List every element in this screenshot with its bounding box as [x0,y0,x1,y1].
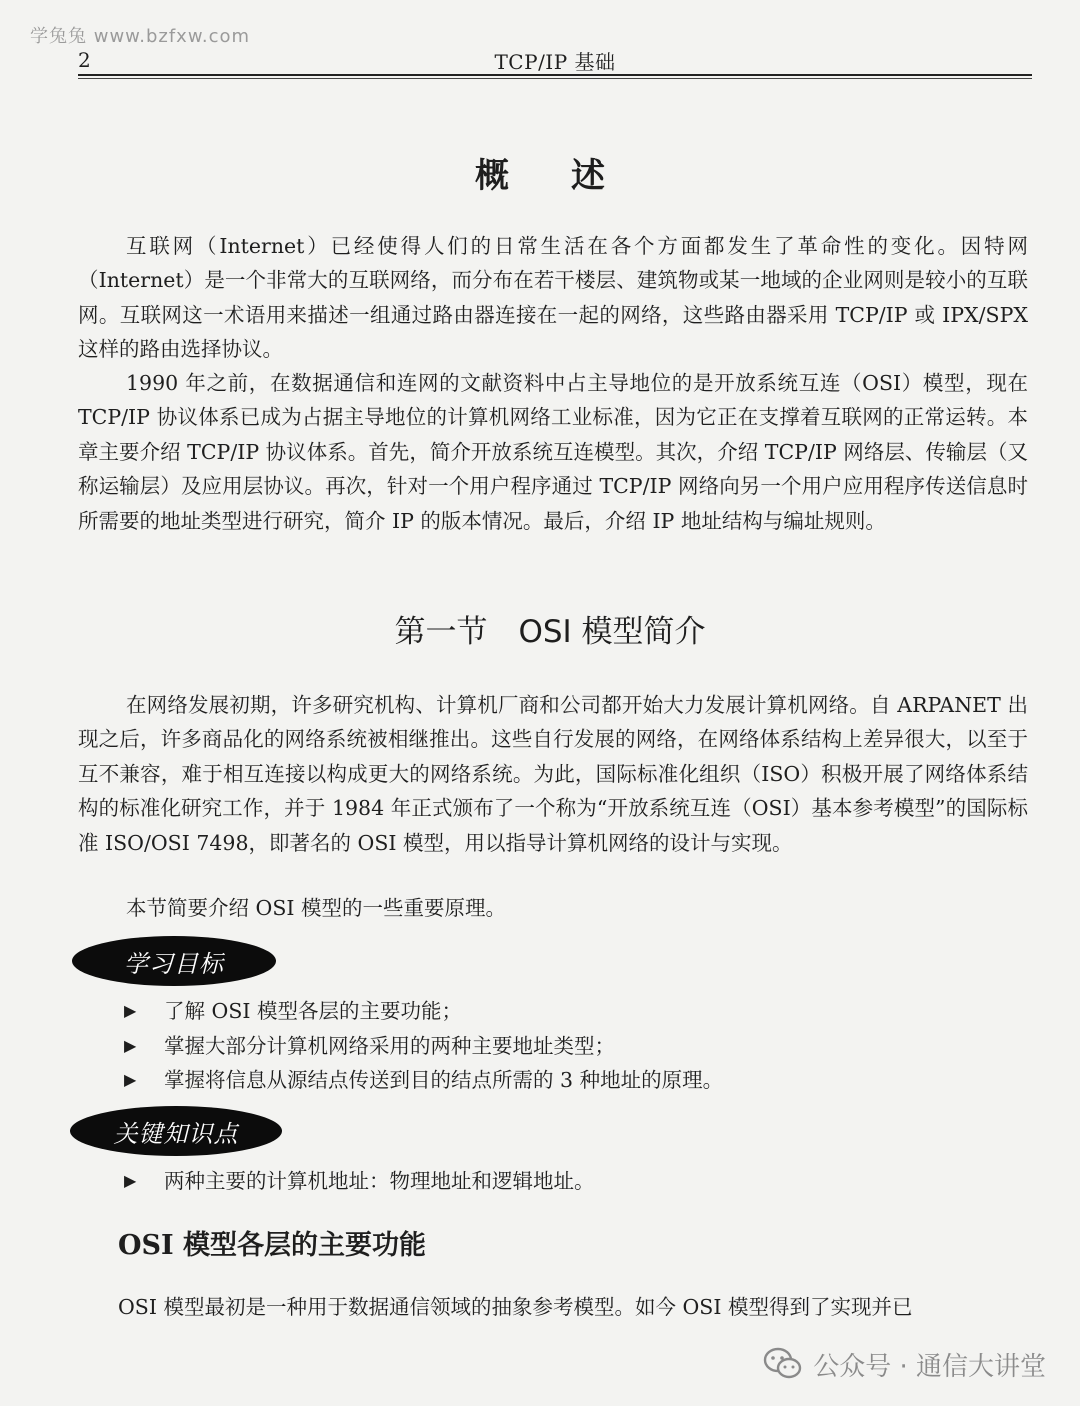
triangle-bullet-icon: ▶ [124,1171,137,1190]
list-item-text: 掌握将信息从源结点传送到目的结点所需的 3 种地址的原理。 [164,1068,724,1092]
page-header [78,46,1032,74]
wechat-icon [763,1347,803,1381]
subsection-title: OSI 模型各层的主要功能 [118,1230,427,1261]
subsection-paragraph: OSI 模型最初是一种用于数据通信领域的抽象参考模型。如今 OSI 模型得到了实现并已 [118,1295,913,1319]
intro-paragraph-2: 1990 年之前，在数据通信和连网的文献资料中占主导地位的是开放系统互连（OSI）模型，现在 TCP/IP 协议体系已成为占据主导地位的计算机网络工业标准，因为它正在支撑着互联网的正常运转。本章主要介绍 TCP/IP 协议体系。首先，简介开放系统互连模型。其次，介绍 TCP/IP 网络层、传输层（又称运输层）及应用层协议。再次，针对一个用户程序通过 TCP/IP 网络向另一个用户应用程序传送信息时所需要的地址类型进行研究，简介 IP 的版本情况。最后，介绍 IP 地址结构与编址规则。 [78,371,1028,533]
learning-goals-badge: 学习目标 [72,936,276,986]
triangle-bullet-icon: ▶ [124,1035,137,1055]
learning-goals-list [124,994,723,1098]
triangle-bullet-icon: ▶ [124,1070,137,1089]
list-item [124,1063,723,1098]
header-rule [78,74,1032,76]
chapter-title: 概述 [475,156,667,196]
key-points-list [124,1164,595,1199]
list-item-text: 两种主要的计算机地址：物理地址和逻辑地址。 [164,1169,595,1193]
page-number: 2 [78,48,91,72]
key-points-badge: 关键知识点 [70,1106,282,1156]
watermark-top: 学兔兔 www.bzfxw.com [30,26,251,47]
header-rule-thin [78,78,1032,79]
list-item-text: 掌握大部分计算机网络采用的两种主要地址类型； [164,1033,615,1058]
list-item [124,1029,723,1064]
section-paragraph-1: 在网络发展初期，许多研究机构、计算机厂商和公司都开始大力发展计算机网络。自 ARPANET 出现之后，许多商品化的网络系统被相继推出。这些自行发展的网络，在网络体系结构上差异很大，以至于互不兼容，难于相互连接以构成更大的网络系统。为此，国际标准化组织（ISO）积极开展了网络体系结构的标准化研究工作，并于 1984 年正式颁布了一个称为“开放系统互连（OSI）基本参考模型”的国际标准 ISO/OSI 7498，即著名的 OSI 模型，用以指导计算机网络的设计与实现。 [78,693,1028,855]
list-item [124,994,723,1029]
list-item-text: 了解 OSI 模型各层的主要功能； [164,999,462,1023]
intro-paragraph-1: 互联网（Internet）已经使得人们的日常生活在各个方面都发生了革命性的变化。因特网（Internet）是一个非常大的互联网络，而分布在若干楼层、建筑物或某一地域的企业网则是较小的互联网。互联网这一术语用来描述一组通过路由器连接在一起的网络，这些路由器采用 TCP/IP 或 IPX/SPX 这样的路由选择协议。 [78,234,1028,362]
section-paragraph-2: 本节简要介绍 OSI 模型的一些重要原理。 [126,896,506,920]
watermark-bottom [763,1344,1046,1384]
section-title: 第一节 OSI 模型简介 [394,614,706,650]
watermark-bottom-text: 公众号 · 通信大讲堂 [813,1351,1046,1382]
running-title: TCP/IP 基础 [494,50,616,74]
list-item [124,1164,595,1199]
triangle-bullet-icon: ▶ [124,1001,137,1020]
